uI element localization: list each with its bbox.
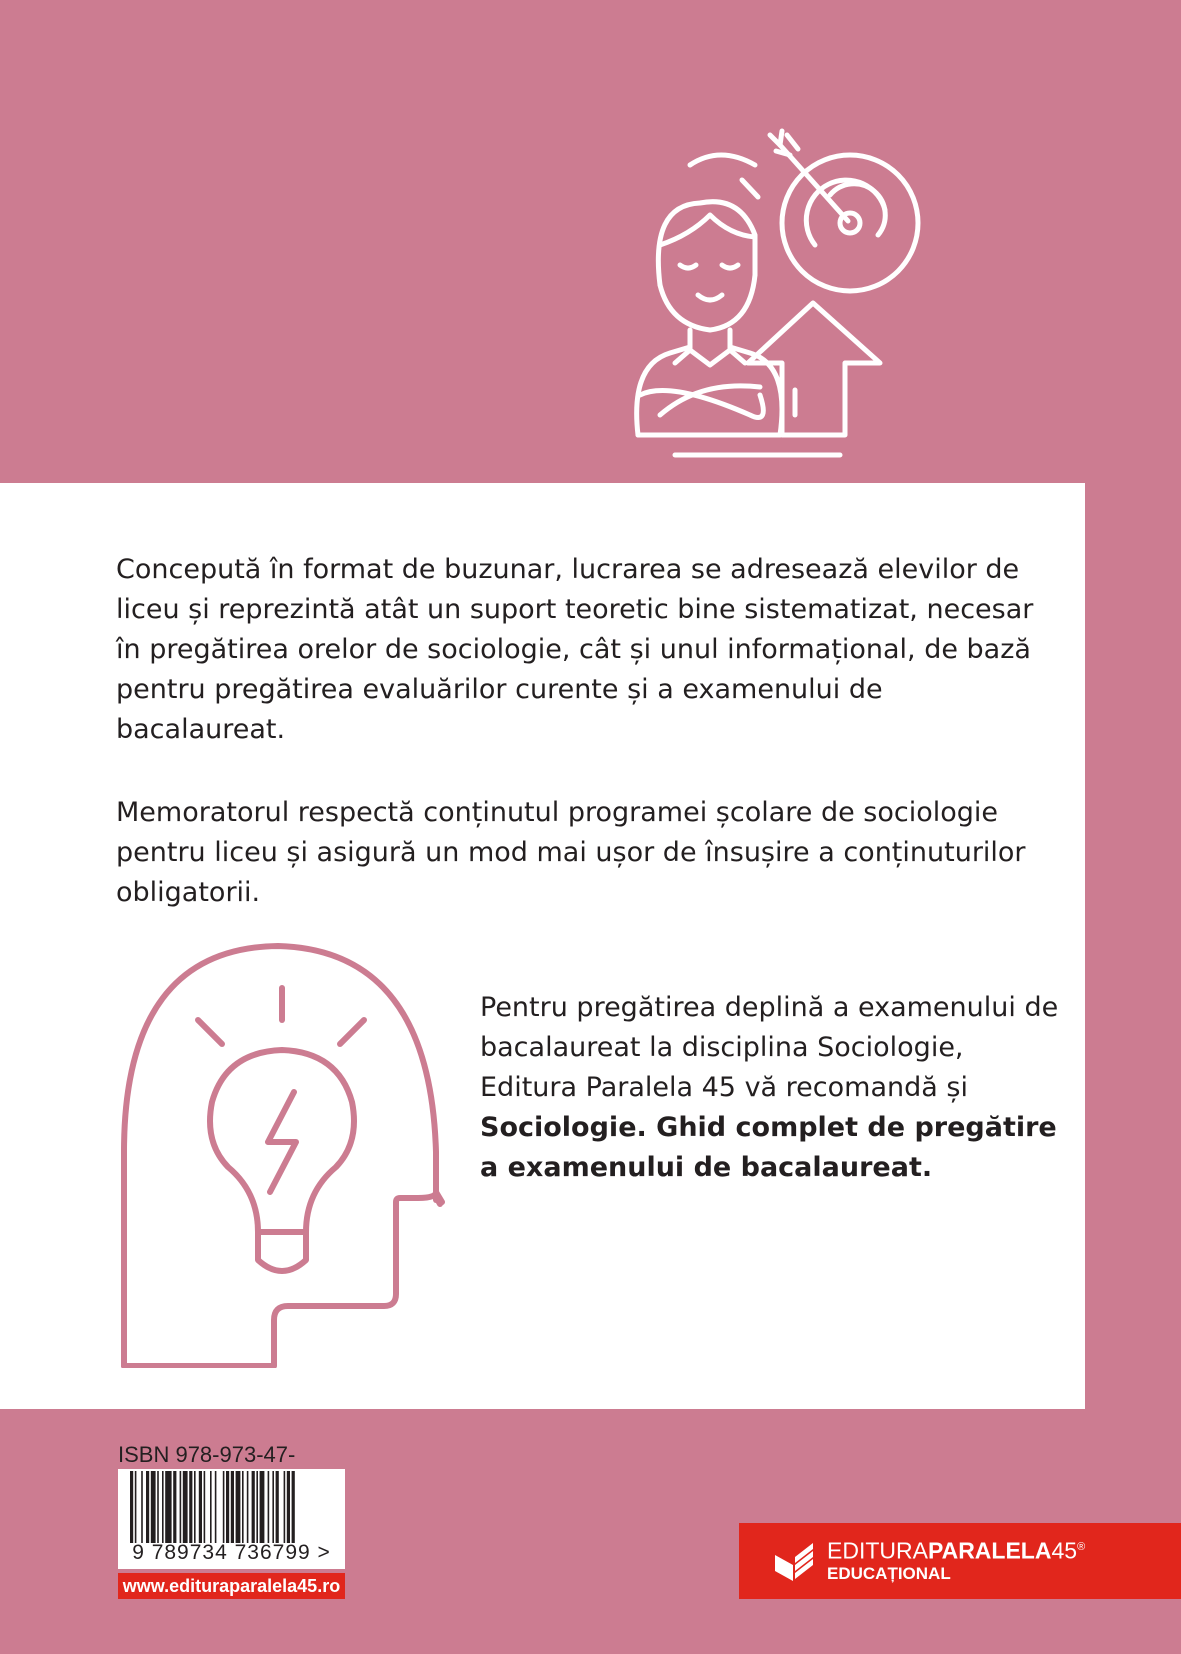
barcode-bar [252, 1471, 255, 1543]
barcode-bar [183, 1471, 188, 1543]
student-target-illustration [630, 125, 930, 465]
barcode-bar [180, 1471, 182, 1543]
barcode-bar [204, 1471, 206, 1543]
barcode-bar [199, 1471, 202, 1543]
barcode-bar [231, 1471, 234, 1543]
recommended-book-title: Sociologie. Ghid complet de pregătire a examenului de bacalaureat. [480, 1112, 1057, 1183]
description-paragraph-1: Concepută în format de buzunar, lucrarea se adresează elevilor de liceu și reprezintă atât un suport teoretic bine sistematizat, necesar în pregătirea orelor de sociologie, cât și unul informațional, de bază pentru pregătirea evaluărilor curente și a examenului de bacalaureat. [116, 554, 1034, 745]
barcode-bar [226, 1471, 229, 1543]
barcode-bar [210, 1471, 212, 1543]
description-paragraph-2: Memoratorul respectă conținutul programei școlare de sociologie pentru liceu și asigură un mod mai ușor de însușire a conținuturilor obligatorii. [116, 797, 1026, 908]
head-lightbulb-icon [118, 942, 448, 1368]
barcode-bar [141, 1471, 143, 1543]
barcode-bar [173, 1471, 176, 1543]
publisher-subtitle: EDUCAȚIONAL [827, 1564, 951, 1583]
barcode-bar [223, 1471, 225, 1543]
barcode-bar [215, 1471, 217, 1543]
barcode-bar [242, 1471, 244, 1543]
barcode-bar [135, 1471, 137, 1543]
barcode-bar [162, 1471, 164, 1543]
barcode-bar [276, 1471, 279, 1543]
barcode [118, 1469, 345, 1569]
publisher-logo-block [739, 1523, 1181, 1599]
registered-mark: ® [1077, 1541, 1086, 1553]
barcode-bar [194, 1471, 196, 1543]
barcode-bar [236, 1471, 241, 1543]
publisher-name-bold: PARALELA [927, 1537, 1052, 1564]
publisher-name [827, 1533, 1085, 1565]
barcode-bar [247, 1471, 249, 1543]
barcode-bar [256, 1471, 258, 1543]
recommendation-text: Pentru pregătirea deplină a examenului de bacalaureat la disciplina Sociologie, Editura Paralela 45 vă recomandă și [480, 992, 1059, 1103]
barcode-bars [118, 1471, 345, 1547]
barcode-bar [151, 1471, 156, 1543]
barcode-bar [272, 1471, 274, 1543]
recommendation-block [480, 988, 1060, 1188]
barcode-bar [189, 1471, 192, 1543]
isbn-label: ISBN 978-973-47- [118, 1442, 296, 1467]
website-link[interactable]: www.edituraparalela45.ro [118, 1573, 345, 1599]
barcode-bar [165, 1471, 171, 1543]
barcode-bar [268, 1471, 270, 1543]
barcode-bar [260, 1471, 265, 1543]
barcode-bar [284, 1471, 286, 1543]
barcode-bar [146, 1471, 149, 1543]
barcode-bar [292, 1471, 295, 1543]
barcode-bar [157, 1471, 159, 1543]
publisher-name-number: 45 [1051, 1537, 1078, 1564]
publisher-name-light: EDITURA [827, 1537, 928, 1564]
open-book-logo-icon [773, 1541, 815, 1581]
barcode-bar [287, 1471, 290, 1543]
barcode-digits: 9 789734 736799 > [132, 1541, 331, 1564]
barcode-bar [130, 1471, 133, 1543]
